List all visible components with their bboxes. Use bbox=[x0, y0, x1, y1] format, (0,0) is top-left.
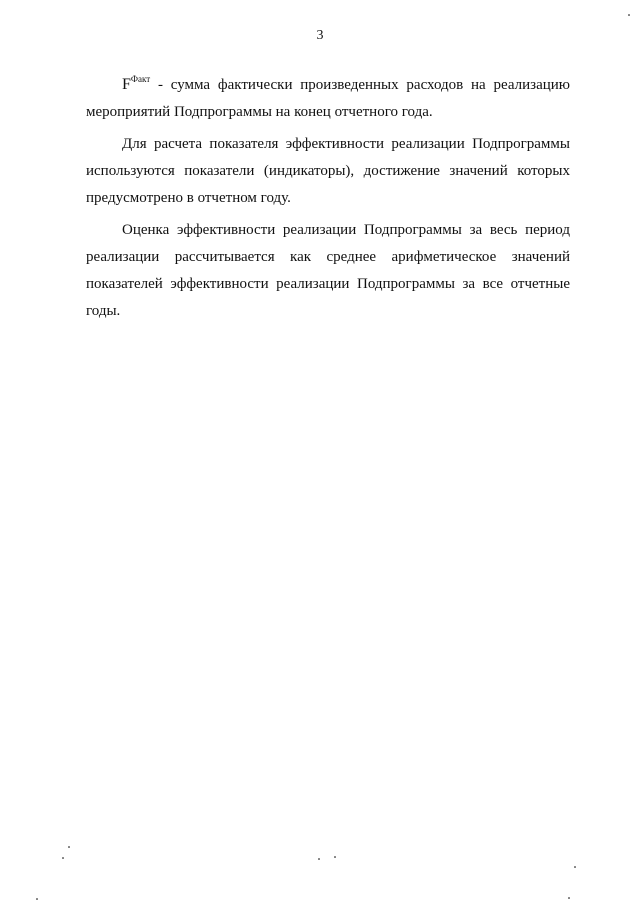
scan-speck bbox=[68, 846, 70, 848]
fact-symbol: F bbox=[122, 76, 131, 93]
scan-speck bbox=[574, 866, 576, 868]
paragraph-overall-evaluation: Оценка эффективности реализации Подпрограммы за весь период реализации рассчитывается как среднее арифметическое значений показателей эффективности реализации Подпрограммы за все отчетные годы. bbox=[86, 222, 570, 319]
scan-speck bbox=[318, 858, 320, 860]
paragraph-fact-definition bbox=[86, 66, 570, 126]
paragraph-indicator-calculation: Для расчета показателя эффективности реализации Подпрограммы используются показатели (индикаторы), достижение значений которых предусмотрено в отчетном году. bbox=[86, 136, 570, 206]
scan-speck bbox=[628, 14, 630, 16]
scan-speck bbox=[334, 856, 336, 858]
scan-speck bbox=[36, 898, 38, 900]
scan-speck bbox=[568, 897, 570, 899]
page-number: 3 bbox=[316, 28, 324, 43]
fact-superscript: Факт bbox=[130, 74, 151, 84]
scan-speck bbox=[62, 857, 64, 859]
fact-definition-text: - сумма фактически произведенных расходов на реализацию мероприятий Подпрограммы на конец отчетного года. bbox=[86, 77, 570, 120]
document-body bbox=[86, 66, 570, 330]
